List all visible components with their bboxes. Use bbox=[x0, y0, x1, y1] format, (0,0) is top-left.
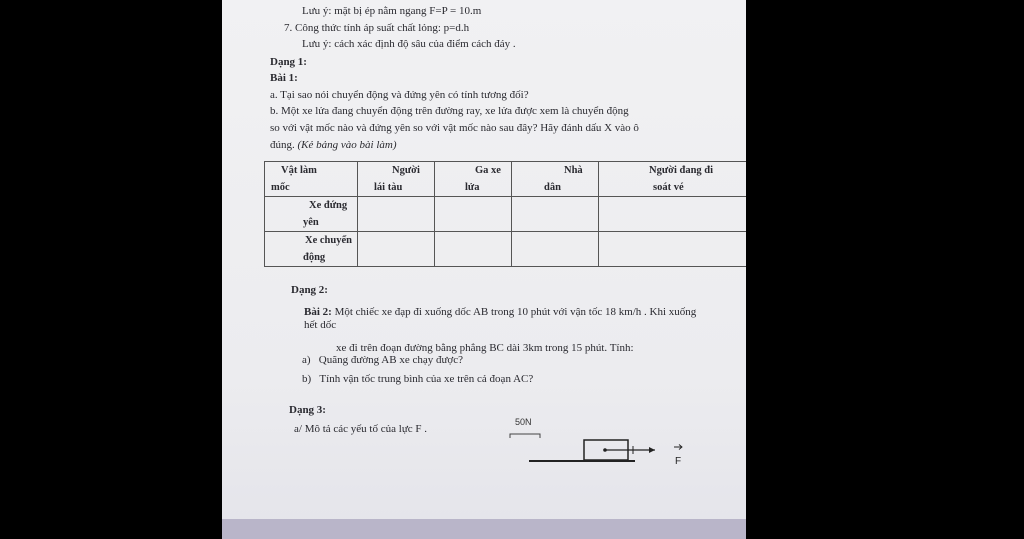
dang3-heading: Dạng 3: bbox=[289, 404, 326, 416]
table-row bbox=[265, 197, 747, 232]
bai1-b3-text: đúng. bbox=[270, 139, 295, 151]
header-cell-ga-xe-lua: Ga xe lửa bbox=[435, 162, 512, 197]
row-label-xe-chuyen-dong: Xe chuyển động bbox=[265, 232, 358, 267]
scale-label: 50N bbox=[515, 417, 532, 427]
table-cell[interactable] bbox=[599, 197, 747, 232]
item-7-liquid-pressure: 7. Công thức tính áp suất chất lỏng: p=d.h bbox=[284, 22, 470, 34]
bai1-question-b-line1: b. Một xe lửa đang chuyển động trên đường ray, xe lửa được xem là chuyển động bbox=[270, 105, 629, 117]
dang2-heading: Dạng 2: bbox=[291, 284, 328, 296]
page-bottom-shadow bbox=[222, 519, 746, 539]
bai2-question-b: b) Tính vận tốc trung bình của xe trên cả đoạn AC? bbox=[302, 373, 534, 385]
table-cell[interactable] bbox=[512, 197, 599, 232]
dang1-heading: Dạng 1: bbox=[270, 56, 307, 68]
reference-frame-table bbox=[264, 161, 746, 267]
bai2-label: Bài 2: bbox=[304, 306, 332, 318]
header-cell-nguoi-soat-ve: Người đang đi soát vé bbox=[599, 162, 747, 197]
table-cell[interactable] bbox=[358, 232, 435, 267]
bai1-title: Bài 1: bbox=[270, 72, 298, 84]
force-diagram bbox=[507, 412, 687, 472]
bai1-b3-instruction: (Kẻ bảng vào bài làm) bbox=[297, 139, 397, 151]
note-depth: Lưu ý: cách xác định độ sâu của điểm cách đáy . bbox=[302, 38, 516, 50]
row-label-xe-dung-yen: Xe đứng yên bbox=[265, 197, 358, 232]
bai2-line2: hết dốc bbox=[304, 319, 337, 331]
scale-bar bbox=[510, 434, 540, 438]
note-pressure-solid: Lưu ý: mặt bị ép nằm ngang F=P = 10.m bbox=[302, 5, 482, 17]
table-cell[interactable] bbox=[358, 197, 435, 232]
header-cell-nguoi-lai-tau: Người lái tàu bbox=[358, 162, 435, 197]
table-header-row bbox=[265, 162, 747, 197]
bai2-line3: xe đi trên đoạn đường bằng phẳng BC dài 3km trong 15 phút. Tính: bbox=[336, 342, 634, 354]
table-cell[interactable] bbox=[599, 232, 747, 267]
bai2-line1 bbox=[304, 306, 696, 319]
bai2-text: Một chiếc xe đạp đi xuống dốc AB trong 10 phút với vận tốc 18 km/h . Khi xuống bbox=[334, 306, 697, 318]
bai1-question-a: a. Tại sao nói chuyển động và đứng yên có tính tương đối? bbox=[270, 89, 529, 101]
force-arrowhead bbox=[649, 447, 655, 453]
table-row bbox=[265, 232, 747, 267]
table-cell[interactable] bbox=[435, 232, 512, 267]
worksheet-page bbox=[222, 0, 746, 539]
vector-arrow-icon bbox=[674, 445, 682, 450]
table-cell[interactable] bbox=[512, 232, 599, 267]
table-cell[interactable] bbox=[435, 197, 512, 232]
header-cell-nha-dan: Nhà dân bbox=[512, 162, 599, 197]
force-label: F bbox=[675, 456, 682, 467]
dang3-question: a/ Mô tả các yếu tố của lực F . bbox=[294, 423, 428, 435]
bai1-question-b-line2: so với vật mốc nào và đứng yên so với vật mốc nào sau đây? Hãy đánh dấu X vào ô bbox=[270, 122, 639, 134]
bai2-question-a: a) Quãng đường AB xe chạy được? bbox=[302, 354, 464, 366]
bai1-question-b-line3 bbox=[270, 139, 396, 152]
header-cell-vat-lam-moc: Vật làm mốc bbox=[265, 162, 358, 197]
